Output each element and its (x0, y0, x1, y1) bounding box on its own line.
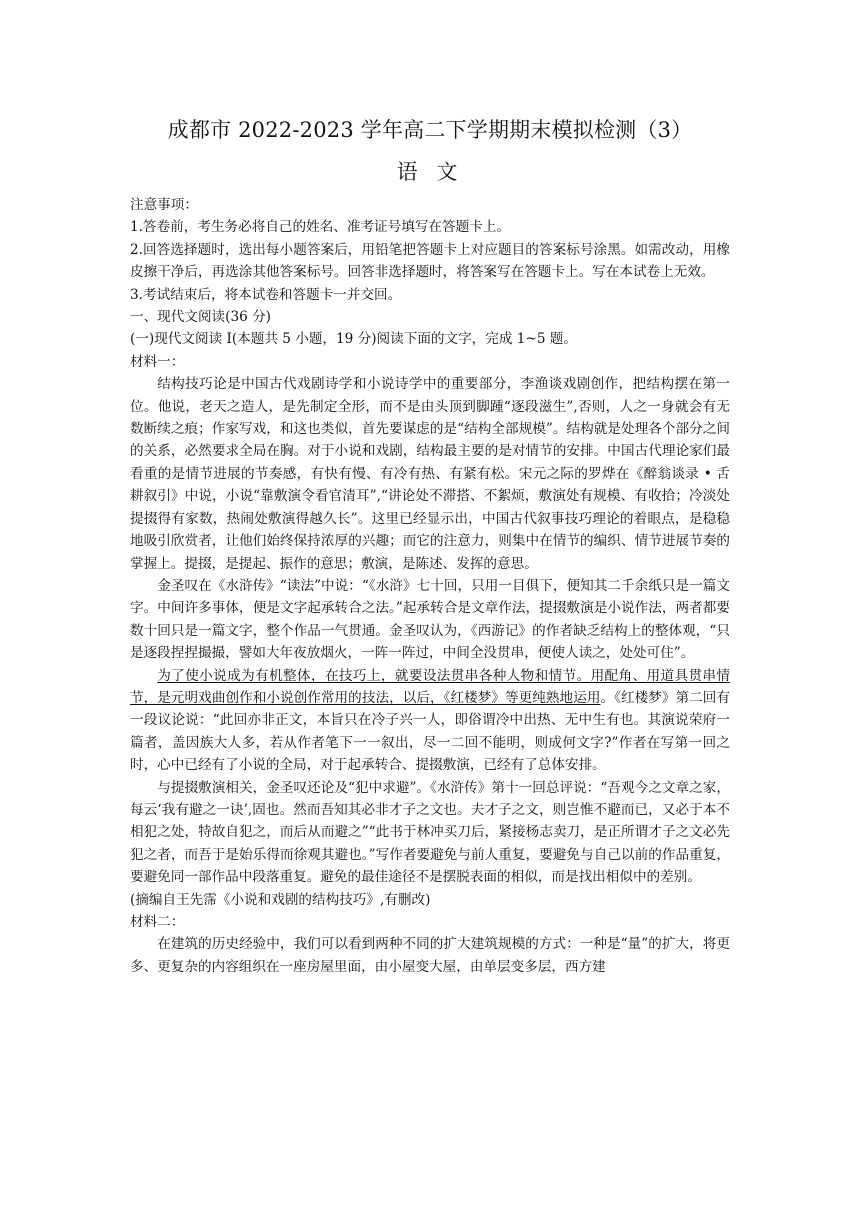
underlined-sentence: 为了使小说成为有机整体，在技巧上，就要设法贯串各种人物和情节。用配角、用道具贯串情节，是元明戏曲创作和小说创作常用的技法，以后，《红楼梦》等更纯熟地运用 (130, 667, 730, 706)
notice-heading: 注意事项： (130, 197, 198, 213)
material1-paragraph-4: 与提掇敷演相关，金圣叹还论及“犯中求避”。《水浒传》第十一回总评说：“吾观今之文章之家，每云‘我有避之一诀’,固也。然而吾知其必非才子之文也。夫才子之文，则岂惟不避而已，又必于本不相犯之处，特故自犯之，而后从而避之”“此书于林冲买刀后，紧接杨志卖刀，是正所谓才子之文必先犯之者，而吾于是始乐得而徐观其避也。”写作者要避免与前人重复，要避免与自己以前的作品重复，要避免同一部作品中段落重复。避免的最佳途径不是摆脱表面的相似，而是找出相似中的差别。 (130, 779, 730, 886)
material-label: 材料二： (130, 914, 185, 930)
exam-subject: 语 文 (396, 160, 464, 184)
notice-item: 1.答卷前，考生务必将自己的姓名、准考证号填写在答题卡上。 (130, 219, 510, 236)
exam-title: 成都市 2022-2023 学年高二下学期期末模拟检测（3） (167, 118, 693, 142)
material2-paragraph-1: 在建筑的历史经验中，我们可以看到两种不同的扩大建筑规模的方式：一种是“量”的扩大，将更多、更复杂的内容组织在一座房屋里面，由小屋变大屋，由单层变多层，西方建 (130, 936, 730, 975)
subsection-heading: (一)现代文阅读 I(本题共 5 小题，19 分)阅读下面的文字，完成 1~5 题。 (130, 331, 577, 348)
notice-item: 2.回答选择题时，选出每小题答案后，用铅笔把答题卡上对应题目的答案标号涂黑。如需改动，用橡皮擦干净后，再选涂其他答案标号。回答非选择题时，将答案写在答题卡上。写在本试卷上无效。 (130, 241, 730, 281)
notice-item: 3.考试结束后，将本试卷和答题卡一并交回。 (130, 286, 402, 303)
paragraph-text: 。《红楼梦》第二回有一段议论说：“此回亦非正文，本旨只在冷子兴一人，即俗谓冷中出热、无中生有也。其演说荣府一篇者，盖因族大人多，若从作者笔下一一叙出，尽一二回不能明，则成何文字?”作者在写第一回之时，心中已经有了小说的全局，对于起承转合、提掇敷演，已经有了总体安排。 (130, 689, 731, 774)
section-heading: 一、现代文阅读(36 分) (130, 309, 271, 326)
material1-paragraph-2: 金圣叹在《水浒传》“读法”中说：“《水浒》七十回，只用一目俱下，便知其二千余纸只是一篇文字。中间许多事体，便是文字起承转合之法。”起承转合是文章作法，提掇敷演是小说作法，两者都要数十回只是一篇文字，整个作品一气贯通。金圣叹认为，《西游记》的作者缺乏结构上的整体观，“只是逐段捏捏撮撮，譬如大年夜放烟火，一阵一阵过，中间全没贯串，便使人读之，处处可住”。 (130, 577, 730, 662)
material-label: 材料一： (130, 353, 185, 370)
exam-body (130, 194, 730, 978)
material1-source: (摘编自王先霈《小说和戏剧的结构技巧》,有删改) (130, 891, 431, 908)
material1-paragraph-1: 结构技巧论是中国古代戏剧诗学和小说诗学中的重要部分，李渔谈戏剧创作，把结构摆在第一位。他说，老天之造人，是先制定全形，而不是由头顶到脚踵“逐段滋生”,否则，人之一身就会有无数断续之痕；作家写戏，和这也类似，首先要谋虑的是“结构全部规模”。结构就是处理各个部分之间的关系，必然要求全局在胸。对于小说和戏剧，结构最主要的是对情节的安排。中国古代理论家们最看重的是情节进展的节奏感，有快有慢、有冷有热、有紧有松。宋元之际的罗烨在《醉翁谈录 • 舌耕叙引》中说，小说“靠敷演令看官清耳”,“讲论处不滞搭、不絮烦，敷演处有规模、有收拾；冷淡处提掇得有家数，热闹处敷演得越久长”。这里已经显示出，中国古代叙事技巧理论的着眼点，是稳稳地吸引欣赏者，让他们始终保持浓厚的兴趣；而它的注意力，则集中在情节的编织、情节进展节奏的掌握上。提掇，是提起、振作的意思；敷演，是陈述、发挥的意思。 (130, 376, 730, 572)
material1-paragraph-3 (130, 665, 730, 777)
